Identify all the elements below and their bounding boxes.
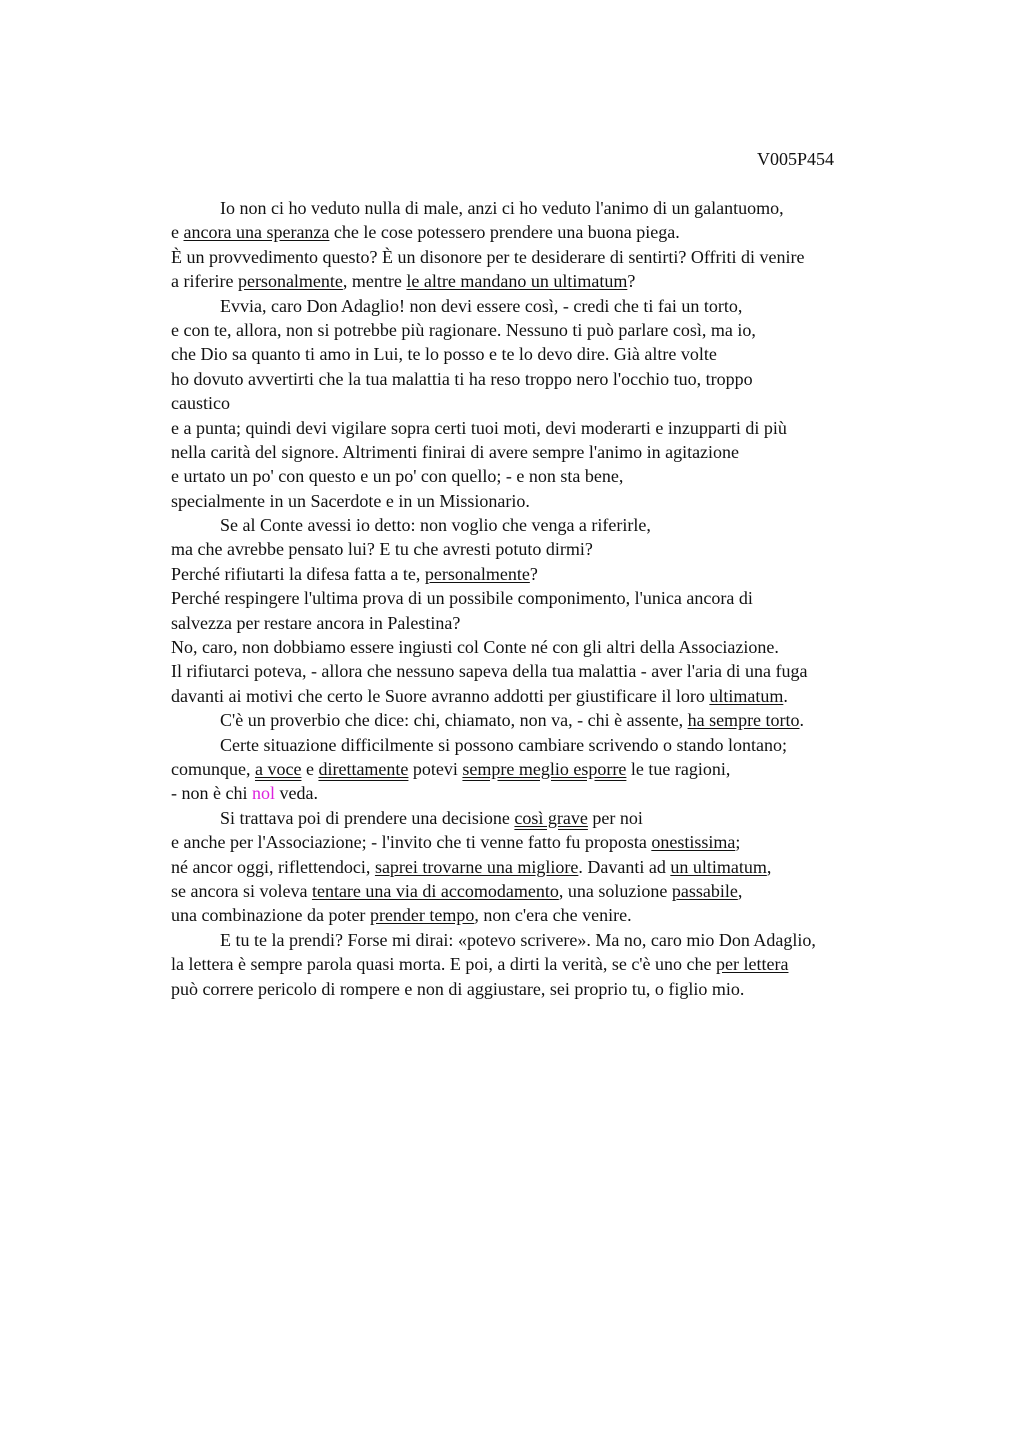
text-line (171, 562, 911, 586)
text-run: e a punta; quindi devi vigilare sopra certi tuoi moti, devi moderarti e inzupparti di più (171, 417, 787, 438)
text-run: potevi (408, 758, 463, 779)
text-run: È un provvedimento questo? È un disonore per te desiderare di sentirti? Offriti di venire (171, 246, 805, 267)
text-line (171, 391, 911, 415)
text-run: che Dio sa quanto ti amo in Lui, te lo posso e te lo devo dire. Già altre volte (171, 344, 717, 365)
text-line (171, 903, 911, 927)
text-run: Evvia, caro Don Adaglio! non devi essere così, - credi che ti fai un torto, (220, 295, 743, 316)
text-line (171, 659, 911, 683)
text-run: e con te, allora, non si potrebbe più ragionare. Nessuno ti può parlare così, ma io, (171, 319, 756, 340)
text-run: ? (529, 563, 538, 584)
text-line (171, 245, 911, 269)
underlined-text: ha sempre torto (687, 710, 800, 731)
highlighted-text: nol (251, 783, 275, 804)
text-line (171, 464, 911, 488)
text-run: , mentre (342, 271, 407, 292)
text-run: e (171, 222, 184, 243)
text-line (171, 294, 911, 318)
text-run: nella carità del signore. Altrimenti finirai di avere sempre l'animo in agitazione (171, 441, 740, 462)
text-line (171, 586, 911, 610)
text-run: salvezza per restare ancora in Palestina? (171, 612, 461, 633)
text-run: comunque, (171, 758, 255, 779)
text-run: una combinazione da poter (171, 905, 370, 926)
text-run: a riferire (171, 271, 238, 292)
text-run: Perché respingere l'ultima prova di un possibile componimento, l'unica ancora di (171, 588, 753, 609)
double-underlined-text: sempre meglio esporre (462, 758, 627, 779)
text-run: e (301, 758, 319, 779)
text-run: , non c'era che venire. (474, 905, 632, 926)
text-run: ; (735, 832, 741, 853)
text-run: . Davanti ad (578, 856, 671, 877)
text-run: veda. (275, 783, 318, 804)
text-line (171, 781, 911, 805)
underlined-text: personalmente (424, 563, 530, 584)
text-run: Certe situazione difficilmente si possono cambiare scrivendo o stando lontano; (220, 734, 788, 755)
underlined-text: ancora una speranza (183, 222, 330, 243)
underlined-text: personalmente (237, 271, 343, 292)
text-line (171, 757, 911, 781)
page-id: V005P454 (757, 149, 835, 169)
text-run: le tue ragioni, (626, 758, 731, 779)
text-line (171, 196, 911, 220)
text-line (171, 733, 911, 757)
underlined-text: un ultimatum (670, 856, 767, 877)
text-run: Si trattava poi di prendere una decisione (220, 807, 515, 828)
text-run: e urtato un po' con questo e un po' con quello; - e non sta bene, (171, 466, 624, 487)
underlined-text: le altre mandano un ultimatum (406, 271, 628, 292)
text-line (171, 855, 911, 879)
text-run: ho dovuto avvertirti che la tua malattia ti ha reso troppo nero l'occhio tuo, troppo (171, 368, 753, 389)
text-line (171, 830, 911, 854)
text-line (171, 513, 911, 537)
text-run: né ancor oggi, riflettendoci, (171, 856, 375, 877)
text-run: . (783, 685, 788, 706)
underlined-text: tentare una via di accomodamento (311, 880, 559, 901)
text-line (171, 611, 911, 635)
text-run: Perché rifiutarti la difesa fatta a te, (171, 563, 425, 584)
text-line (171, 635, 911, 659)
underlined-text: onestissima (651, 832, 736, 853)
text-run: caustico (171, 393, 230, 414)
text-run: . (799, 710, 805, 731)
text-run: C'è un proverbio che dice: chi, chiamato, non va, - chi è assente, (220, 710, 688, 731)
text-line (171, 952, 911, 976)
text-run: , (737, 880, 743, 901)
text-run: ? (627, 271, 636, 292)
text-line (171, 537, 911, 561)
text-line (171, 416, 911, 440)
text-line (171, 806, 911, 830)
text-run: E tu te la prendi? Forse mi dirai: «potevo scrivere». Ma no, caro mio Don Adaglio, (220, 929, 816, 950)
text-run: Io non ci ho veduto nulla di male, anzi ci ho veduto l'animo di un galantuomo, (220, 198, 784, 218)
text-line (171, 342, 911, 366)
text-run: ma che avrebbe pensato lui? E tu che avresti potuto dirmi? (171, 539, 593, 560)
text-line (171, 879, 911, 903)
text-run: che le cose potessero prendere una buona piega. (329, 222, 680, 243)
underlined-text: saprei trovarne una migliore (374, 856, 579, 877)
underlined-text: passabile (671, 880, 738, 901)
text-run: , una soluzione (558, 880, 672, 901)
text-run: - non è chi (171, 783, 252, 804)
underlined-text: prender tempo (369, 905, 475, 926)
text-line (171, 220, 911, 244)
text-run: per noi (587, 807, 643, 828)
underlined-text: per lettera (716, 954, 789, 975)
text-run: No, caro, non dobbiamo essere ingiusti col Conte né con gli altri della Associazione. (171, 637, 779, 658)
text-line (171, 684, 911, 708)
letter-body (171, 196, 911, 1001)
text-line (171, 489, 911, 513)
text-line (171, 708, 911, 732)
text-run: , (766, 856, 772, 877)
double-underlined-text: direttamente (318, 758, 409, 779)
text-run: Il rifiutarci poteva, - allora che nessuno sapeva della tua malattia - aver l'aria di una fuga (171, 661, 808, 682)
double-underlined-text: a voce (254, 758, 302, 779)
text-line (171, 367, 911, 391)
text-run: davanti ai motivi che certo le Suore avranno addotti per giustificare il loro (171, 685, 710, 706)
text-line (171, 269, 911, 293)
text-line (171, 440, 911, 464)
text-run: se ancora si voleva (171, 880, 312, 901)
text-run: può correre pericolo di rompere e non di aggiustare, sei proprio tu, o figlio mio. (171, 978, 745, 999)
text-run: Se al Conte avessi io detto: non voglio che venga a riferirle, (220, 515, 651, 536)
text-line (171, 318, 911, 342)
text-run: la lettera è sempre parola quasi morta. E poi, a dirti la verità, se c'è uno che (171, 954, 717, 975)
text-line (171, 977, 911, 1001)
double-underlined-text: così grave (514, 807, 588, 828)
underlined-text: ultimatum (709, 685, 784, 706)
text-run: specialmente in un Sacerdote e in un Missionario. (171, 490, 530, 511)
text-line (171, 928, 911, 952)
text-run: e anche per l'Associazione; - l'invito che ti venne fatto fu proposta (171, 832, 652, 853)
